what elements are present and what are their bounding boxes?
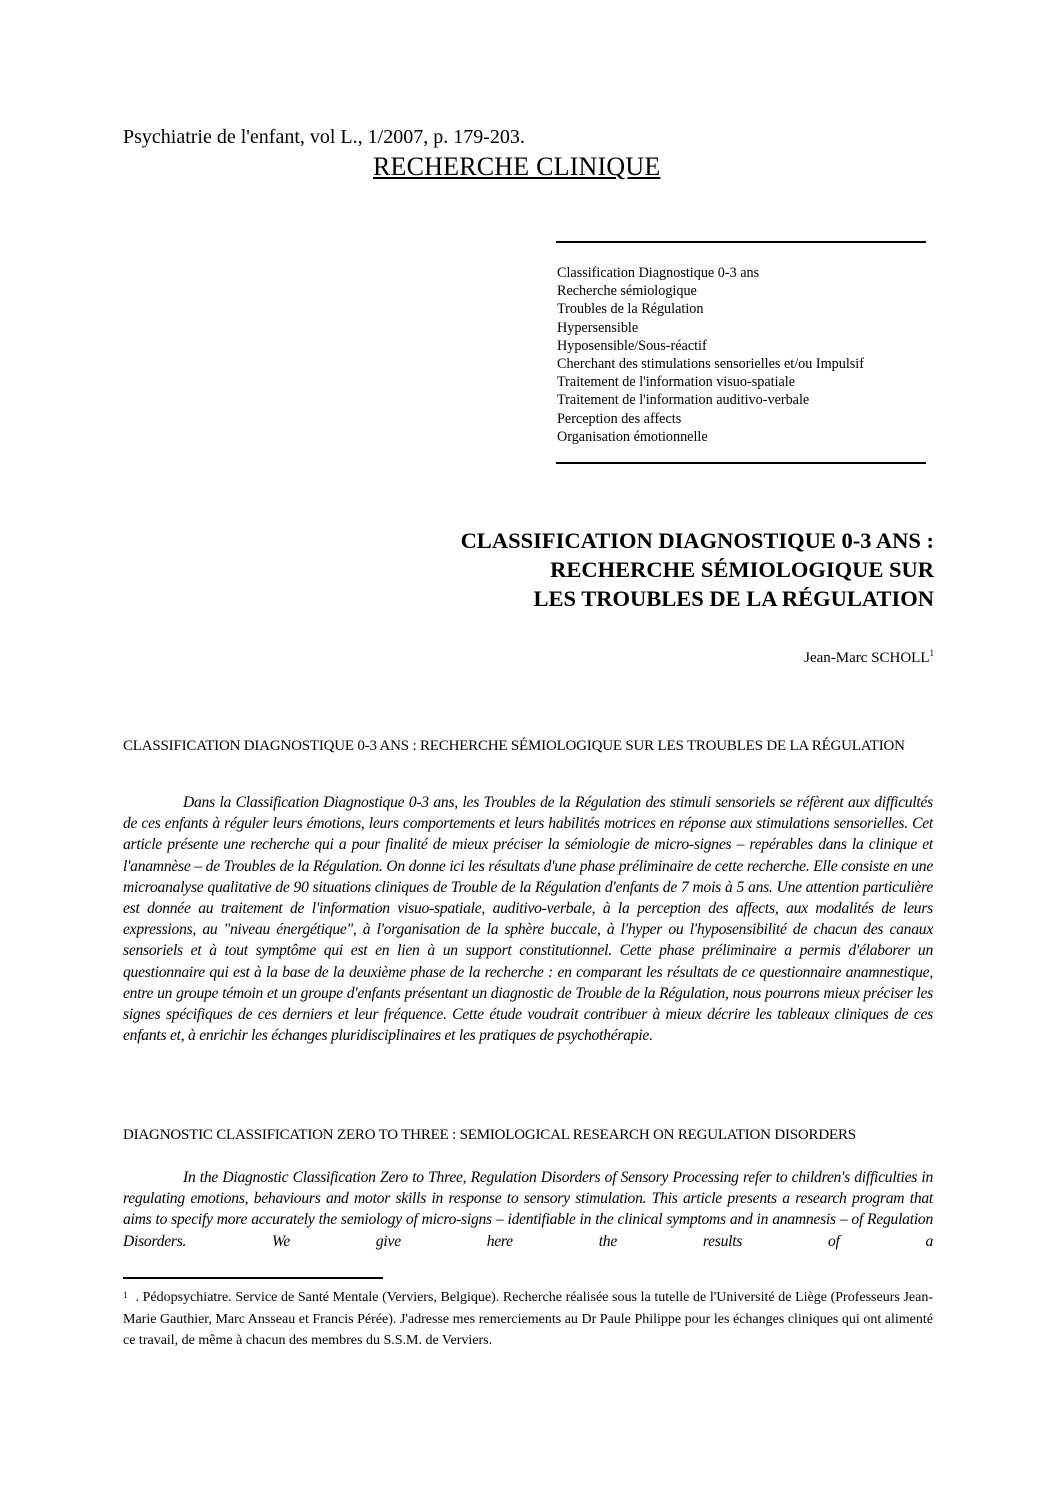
keyword-item: Cherchant des stimulations sensorielles et/ou Impulsif: [557, 356, 864, 373]
abstract-fr-heading: CLASSIFICATION DIAGNOSTIQUE 0-3 ANS : RECHERCHE SÉMIOLOGIQUE SUR LES TROUBLES DE LA RÉGULATION: [123, 738, 905, 754]
author-name: Jean-Marc SCHOLL: [804, 650, 930, 666]
keyword-item: Hyposensible/Sous-réactif: [557, 337, 707, 354]
abstract-en-heading: DIAGNOSTIC CLASSIFICATION ZERO TO THREE : SEMIOLOGICAL RESEARCH ON REGULATION DISORDERS: [123, 1127, 856, 1143]
keyword-item: Troubles de la Régulation: [557, 301, 704, 318]
keyword-item: Perception des affects: [557, 410, 682, 427]
author: [804, 650, 934, 667]
keyword-item: Organisation émotionnelle: [557, 428, 708, 445]
keyword-item: Traitement de l'information auditivo-verbale: [557, 392, 810, 409]
title-line-2: RECHERCHE SÉMIOLOGIQUE SUR: [550, 557, 934, 582]
footnote-separator: [123, 1277, 383, 1279]
keywords-bottom-rule: [556, 462, 926, 464]
keyword-item: Classification Diagnostique 0-3 ans: [557, 265, 760, 281]
keywords-list: [557, 264, 864, 446]
author-footnote-marker: 1: [929, 648, 934, 658]
keywords-top-rule: [556, 241, 926, 243]
keyword-item: Recherche sémiologique: [557, 283, 697, 300]
title-line-3: LES TROUBLES DE LA RÉGULATION: [533, 586, 934, 611]
article-title: [314, 526, 934, 613]
section-rubric: RECHERCHE CLINIQUE: [373, 152, 661, 181]
abstract-en-text: In the Diagnostic Classification Zero to Three, Regulation Disorders of Sensory Processing refer to children's difficulties in regulating emotions, behaviours and motor skills in response to sensory stimulation. This article presents a research program that aims to specify more accurately the semiology of micro-signs – identifiable in the clinical symptoms and in anamnesis – of Regulation Disorders. We give here the results of a: [123, 1169, 933, 1250]
title-line-1: CLASSIFICATION DIAGNOSTIQUE 0-3 ANS :: [460, 528, 934, 553]
footnote-text: . Pédopsychiatre. Service de Santé Mentale (Verviers, Belgique). Recherche réalisée sous la tutelle de l'Université de Liège (Professeurs Jean-Marie Gauthier, Marc Ansseau et Francis Pérée). J'adresse mes remerciements au Dr Paule Philippe pour les échanges cliniques qui ont alimenté ce travail, de même à chacun des membres du S.S.M. de Verviers.: [123, 1290, 933, 1348]
keyword-item: Hypersensible: [557, 319, 639, 336]
keyword-item: Traitement de l'information visuo-spatiale: [557, 374, 796, 391]
journal-citation: Psychiatrie de l'enfant, vol L., 1/2007, p. 179-203.: [123, 126, 525, 148]
abstract-fr-text: Dans la Classification Diagnostique 0-3 ans, les Troubles de la Régulation des stimuli sensoriels se réfèrent aux difficultés de ces enfants à réguler leurs émotions, leurs comportements et leurs habilités motrices en réponse aux stimulations sensorielles. Cet article présente une recherche qui a pour finalité de mieux préciser la sémiologie de micro-signes – repérables dans la clinique et l'anamnèse – de Troubles de la Régulation. On donne ici les résultats d'une phase préliminaire de cette recherche. Elle consiste en une microanalyse qualitative de 90 situations cliniques de Trouble de la Régulation d'enfants de 7 mois à 5 ans. Une attention particulière est donnée au traitement de l'information visuo-spatiale, auditivo-verbale, à la perception des affects, aux modalités de leurs expressions, au "niveau énergétique", à l'organisation de la sphère buccale, à l'hyper ou l'hyposensibilité de chacun des canaux sensoriels et à tout symptôme qui est en lien à un support constitutionnel. Cette phase préliminaire a permis d'élaborer un questionnaire qui est à la base de la deuxième phase de la recherche : en comparant les résultats de ce questionnaire anamnestique, entre un groupe témoin et un groupe d'enfants présentant un diagnostic de Trouble de la Régulation, nous pourrons mieux préciser les signes spécifiques de ces derniers et leur fréquence. Cette étude voudrait contribuer à mieux décrire les tableaux cliniques de ces enfants et, à enrichir les échanges pluridisciplinaires et les pratiques de psychothérapie.: [123, 794, 933, 1045]
footnote: [123, 1287, 933, 1352]
footnote-marker: 1: [123, 1290, 128, 1300]
